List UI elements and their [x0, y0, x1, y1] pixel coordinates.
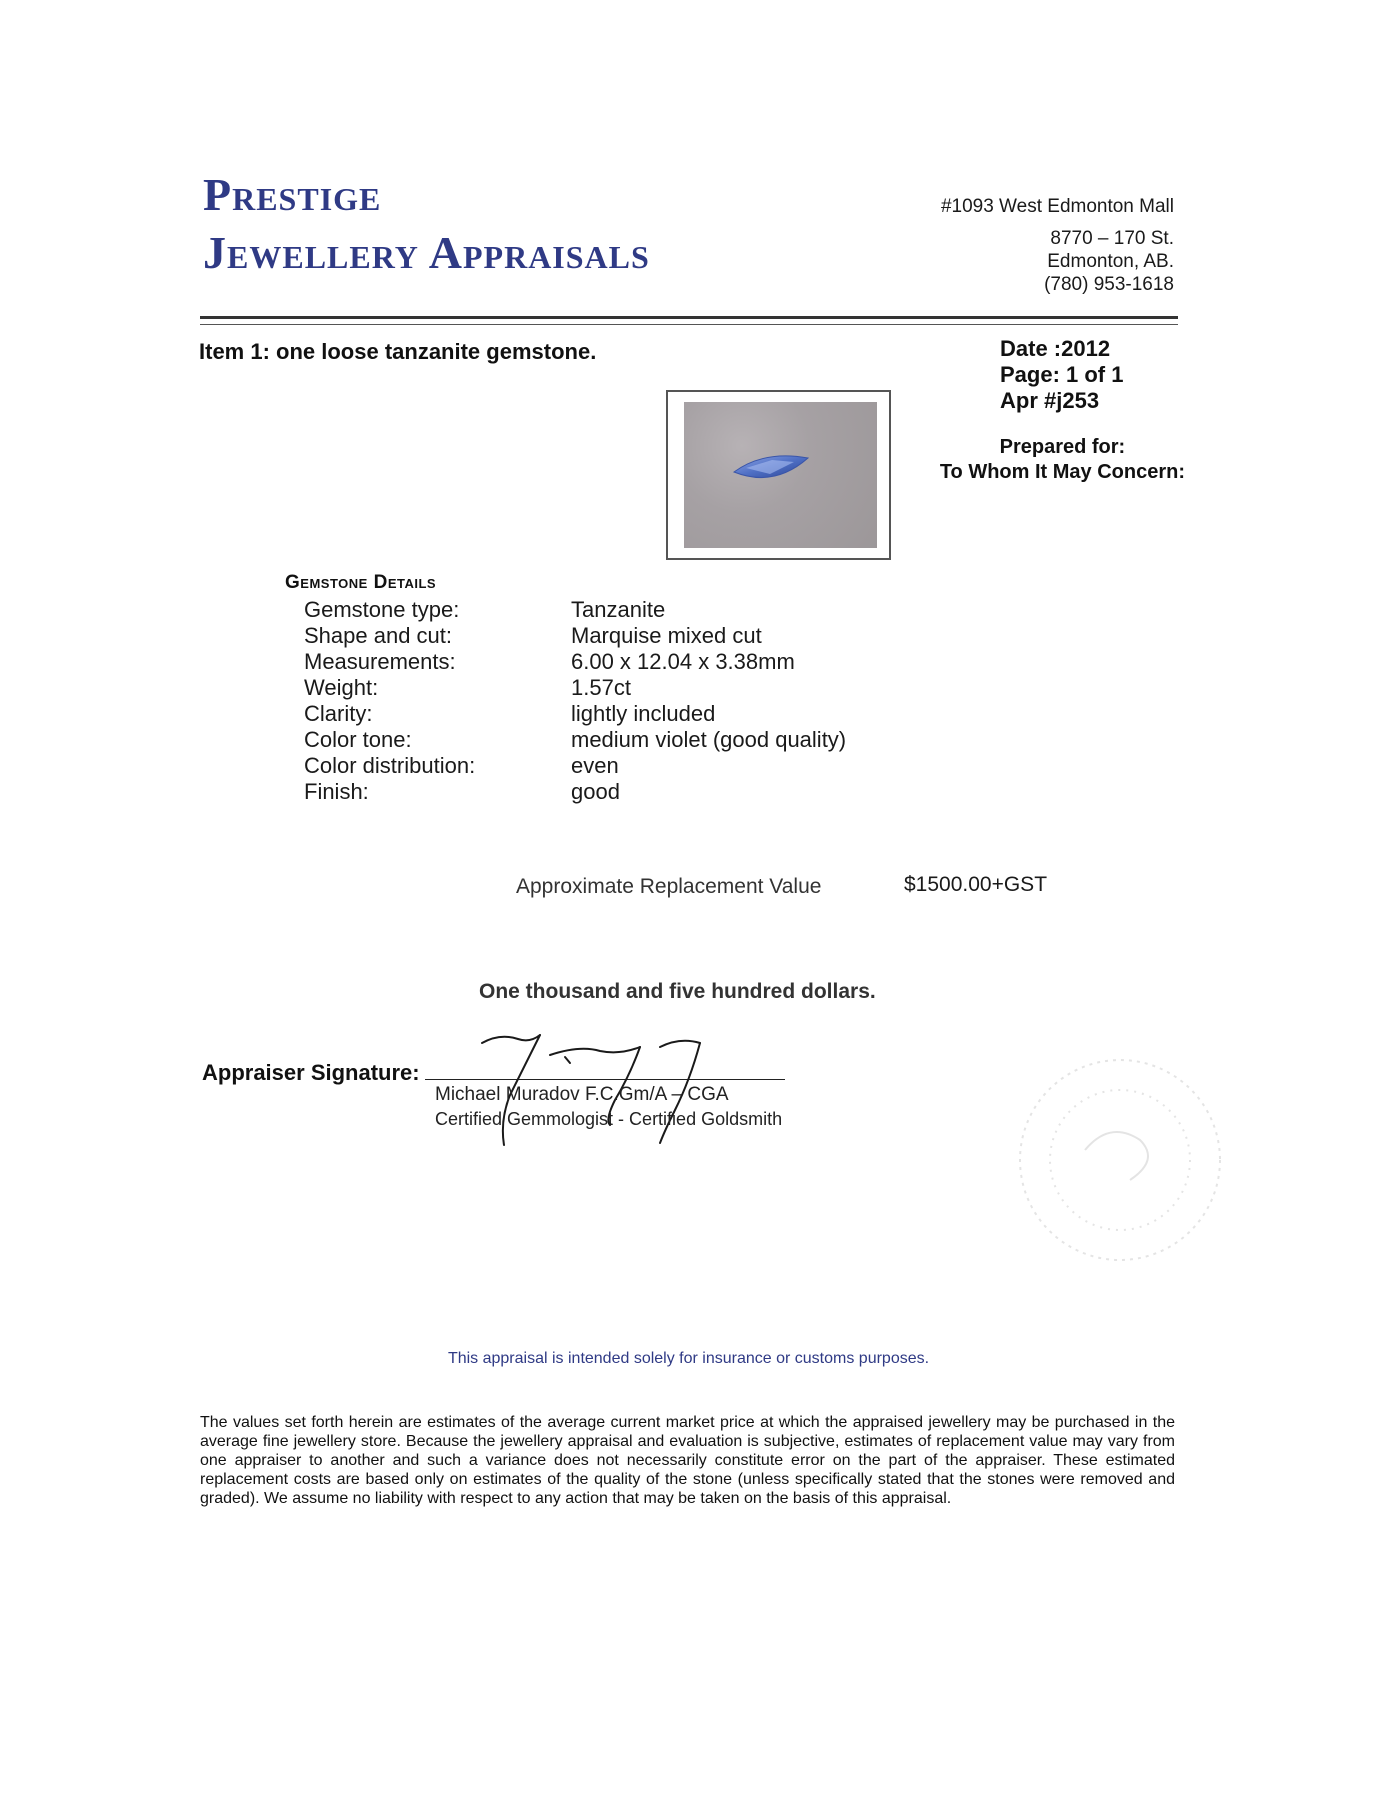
detail-label: Finish: — [304, 779, 369, 804]
detail-label: Color distribution: — [304, 753, 476, 778]
gemstone-details-labels — [304, 597, 475, 805]
header-divider-thick — [200, 316, 1178, 319]
appraisal-number: Apr #j253 — [1000, 388, 1100, 413]
detail-value: Marquise mixed cut — [571, 623, 762, 648]
appraiser-credentials: Certified Gemmologist - Certified Goldsmith — [435, 1109, 783, 1129]
prepared-for — [940, 435, 1185, 485]
detail-label: Gemstone type: — [304, 597, 460, 622]
appraisal-meta — [1000, 336, 1123, 414]
item-title: Item 1: one loose tanzanite gemstone. — [199, 339, 597, 364]
detail-value: 1.57ct — [571, 675, 631, 700]
detail-value: even — [571, 753, 619, 778]
brand-line-1: Prestige — [203, 169, 382, 220]
disclaimer-text: The values set forth herein are estimates of the average current market price at which the appraised jewellery may be purchased in the average fine jewellery store. Because the jewellery appraisal and evaluation is subjective, estimates of replacement value may vary from one appraiser to another and such a variance does not necessarily constitute error on the part of the appraiser. These estimated replacement costs are based only on estimates of the quality of the stone (unless specifically stated that the stones were removed and graded). We assume no liability with respect to any action that may be taken on the basis of this appraisal. — [200, 1414, 1175, 1507]
detail-value: good — [571, 779, 620, 804]
appraisal-purpose-note: This appraisal is intended solely for insurance or customs purposes. — [447, 1350, 930, 1367]
appraisal-date: Date :2012 — [1000, 336, 1111, 361]
company-brand — [203, 169, 650, 278]
prepared-for-recipient: To Whom It May Concern: — [939, 461, 1185, 483]
detail-label: Color tone: — [304, 727, 412, 752]
address-line-2: 8770 – 170 St. — [1050, 228, 1174, 249]
detail-value: lightly included — [571, 701, 716, 726]
header-divider-thin — [200, 324, 1178, 325]
detail-label: Weight: — [304, 675, 379, 700]
prepared-for-label: Prepared for: — [999, 436, 1126, 458]
address-line-1: #1093 West Edmonton Mall — [940, 196, 1174, 217]
address-line-3: Edmonton, AB. — [1047, 251, 1174, 272]
detail-value: 6.00 x 12.04 x 3.38mm — [571, 649, 795, 674]
gemstone-photo-frame — [666, 390, 891, 560]
detail-label: Clarity: — [304, 701, 373, 726]
tanzanite-gem-icon — [684, 402, 877, 548]
detail-label: Shape and cut: — [304, 623, 453, 648]
gemstone-photo — [684, 402, 877, 548]
appraisal-page: Page: 1 of 1 — [1000, 362, 1124, 387]
embossed-seal-icon — [990, 1040, 1250, 1280]
brand-line-2: Jewellery Appraisals — [203, 227, 650, 278]
detail-value: medium violet (good quality) — [571, 727, 847, 752]
replacement-value-amount: $1500.00+GST — [904, 873, 1048, 896]
appraiser-name: Michael Muradov F.C.Gm/A – CGA — [435, 1084, 729, 1105]
company-address — [941, 195, 1174, 296]
gemstone-details-values — [571, 597, 846, 805]
detail-label: Measurements: — [304, 649, 456, 674]
signature-label: Appraiser Signature: — [202, 1060, 420, 1085]
gemstone-details-title: Gemstone Details — [285, 572, 437, 593]
detail-value: Tanzanite — [571, 597, 666, 622]
replacement-value-label: Approximate Replacement Value — [516, 875, 822, 898]
phone-number: (780) 953-1618 — [1044, 274, 1174, 295]
value-in-words: One thousand and five hundred dollars. — [479, 980, 876, 1003]
